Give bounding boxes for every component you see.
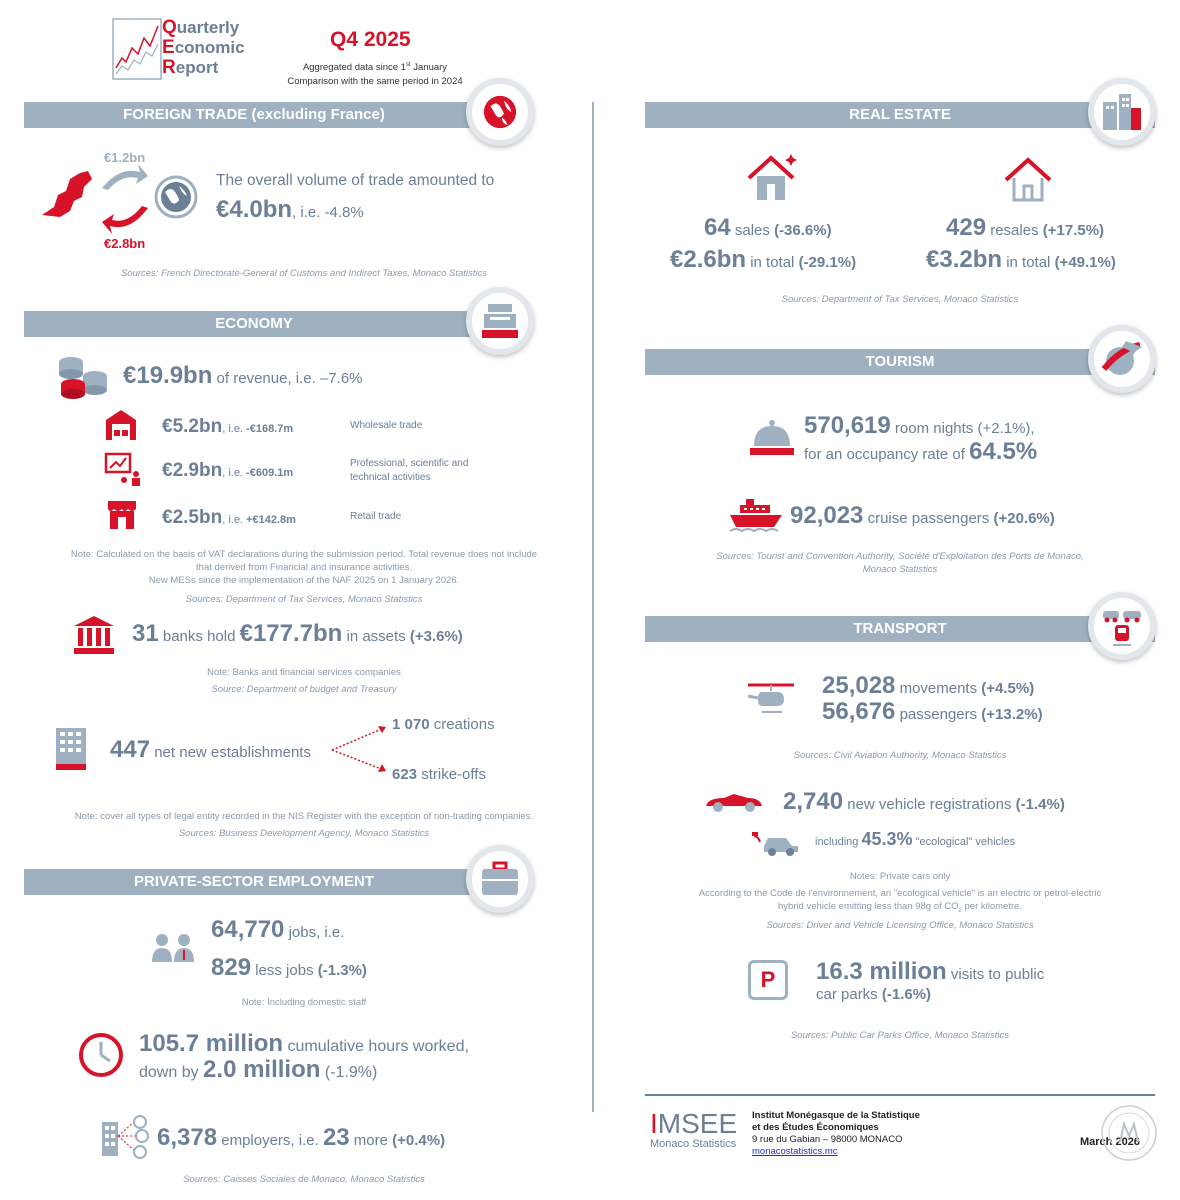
globe-icon <box>153 174 199 225</box>
section-foreign-trade: FOREIGN TRADE (excluding France) <box>24 102 484 128</box>
column-divider <box>592 102 594 1112</box>
split-arrows <box>330 722 390 781</box>
monaco-map-icon <box>40 165 100 230</box>
passengers: 56,676 passengers (+13.2%) <box>822 698 1043 725</box>
sales-total: €2.6bn in total (-29.1%) <box>670 246 857 273</box>
institute-info: Institut Monégasque de la Statistique et des Études Économiques 9 rue du Gabian – 98000 MONACO monacostatistics.mc <box>752 1110 920 1157</box>
parking-letter: P <box>760 967 776 992</box>
ecological-vehicles: including 45.3% "ecological" vehicles <box>815 829 1016 849</box>
website-link[interactable]: monacostatistics.mc <box>752 1146 838 1157</box>
establishments-source: Sources: Business Development Agency, Monaco Statistics <box>178 828 430 839</box>
trade-total: €4.0bn, i.e. -4.8% <box>216 196 364 223</box>
economy-row-2: €2.9bn, i.e. -€609.1m <box>162 460 294 481</box>
car-parks-source: Sources: Public Car Parks Office, Monaco Statistics <box>790 1030 1010 1041</box>
resales-total: €3.2bn in total (+49.1%) <box>926 246 1116 273</box>
presentation-icon <box>104 452 144 493</box>
creations: 1 070 creations <box>392 716 495 733</box>
establishments-note: Note: cover all types of legal entity recorded in the NIS Register with the exception of non-trading companies. <box>74 811 534 822</box>
buildings-icon-badge <box>1088 78 1156 146</box>
new-house-icon <box>745 152 801 209</box>
less-jobs: 829 less jobs (-1.3%) <box>211 954 367 981</box>
warehouse-icon <box>104 408 138 447</box>
cruise: 92,023 cruise passengers (+20.6%) <box>790 502 1055 529</box>
strike-offs: 623 strike-offs <box>392 766 486 783</box>
tourism-source: Sources: Tourist and Convention Authority, Société d'Exploitation des Ports de Monaco, Monaco Statistics <box>716 551 1084 575</box>
sports-car-icon <box>704 790 764 819</box>
revenue: €19.9bn of revenue, i.e. –7.6% <box>123 362 363 389</box>
economy-row-1-label: Wholesale trade <box>350 420 423 431</box>
economy-row-3-label: Retail trade <box>350 511 402 522</box>
transport-note: Notes: Private cars only According to the Code de l'environnement, an "ecological vehicle" is an electric or petrol-electric hybrid vehicle emitting less than 98g of $CO_2$ per kilometre. <box>698 871 1102 914</box>
employers: 6,378 employers, i.e. 23 more (+0.4%) <box>157 1124 446 1151</box>
globe-icon-badge <box>466 78 534 146</box>
quarter: Q4 2025 <box>330 28 411 51</box>
hours-worked: 105.7 million cumulative hours worked, <box>139 1030 469 1057</box>
people-icon <box>150 932 198 969</box>
car-parks-change: car parks (-1.6%) <box>816 986 932 1003</box>
employment-source: Sources: Caisses Sociales de Monaco, Monaco Statistics <box>183 1174 425 1185</box>
jobs: 64,770 jobs, i.e. <box>211 916 345 943</box>
publication-date: March 2026 <box>1080 1136 1140 1148</box>
bell-icon <box>748 418 796 463</box>
net-establishments: 447 net new establishments <box>110 736 311 763</box>
economy-source: Sources: Department of Tax Services, Monaco Statistics <box>185 594 423 605</box>
vehicles-source: Sources: Driver and Vehicle Licensing Office, Monaco Statistics <box>766 920 1034 931</box>
building-icon <box>54 726 88 777</box>
export-value: €1.2bn <box>104 150 146 165</box>
section-transport: TRANSPORT <box>645 616 1155 642</box>
logo <box>112 18 162 80</box>
shop-icon <box>106 499 138 536</box>
economy-row-2-label: Professional, scientific and technical activities <box>350 458 469 483</box>
banks-note: Note: Banks and financial services companies <box>207 667 401 678</box>
plane-globe-icon-badge <box>1088 325 1156 393</box>
resale-house-icon <box>1002 156 1054 209</box>
bank-icon <box>72 614 116 661</box>
vehicle-registrations: 2,740 new vehicle registrations (-1.4%) <box>783 788 1065 815</box>
imsee-logo: IMSEE Monaco Statistics <box>650 1108 738 1150</box>
section-tourism: TOURISM <box>645 349 1155 375</box>
occupancy: for an occupancy rate of 64.5% <box>804 438 1038 465</box>
resales: 429 resales (+17.5%) <box>946 214 1105 241</box>
coins-icon <box>55 352 111 405</box>
briefcase-icon-badge <box>466 845 534 913</box>
vehicles-icon-badge <box>1088 592 1156 660</box>
import-value: €2.8bn <box>104 236 146 251</box>
cash-register-icon-badge <box>466 287 534 355</box>
report-title: Quarterly Economic Report <box>162 17 245 78</box>
car-parks: 16.3 million visits to public <box>816 958 1045 985</box>
section-real-estate: REAL ESTATE <box>645 102 1155 128</box>
economy-row-1: €5.2bn, i.e. -€168.7m <box>162 416 294 437</box>
section-employment: PRIVATE-SECTOR EMPLOYMENT <box>24 869 484 895</box>
export-arrow-icon <box>100 162 150 197</box>
air-source: Sources: Civil Aviation Authority, Monaco Statistics <box>793 750 1007 761</box>
banks-source: Source: Department of budget and Treasury <box>211 684 397 695</box>
movements: 25,028 movements (+4.5%) <box>822 672 1035 699</box>
electric-car-icon <box>752 830 800 861</box>
helicopter-icon <box>746 682 796 721</box>
sales: 64 sales (-36.6%) <box>704 214 832 241</box>
real-estate-source: Sources: Department of Tax Services, Monaco Statistics <box>781 294 1019 305</box>
employers-icon <box>100 1114 152 1165</box>
parking-icon <box>748 960 788 1000</box>
employment-note: Note: Including domestic staff <box>241 997 367 1008</box>
footer-line <box>645 1094 1155 1096</box>
section-economy: ECONOMY <box>24 311 484 337</box>
ship-icon <box>728 497 784 538</box>
hours-down: down by 2.0 million (-1.9%) <box>139 1056 378 1083</box>
trade-source: Sources: French Directorate-General of Customs and Indirect Taxes, Monaco Statistics <box>120 268 488 279</box>
subtitle: Aggregated data since 1st January Comparison with the same period in 2024 <box>287 62 463 88</box>
economy-note: Note: Calculated on the basis of VAT declarations during the submission period. Total revenue does not include that derived from Financial and insurance activities. New MESs since the implementation of the NAF 2025 on 1 January 2026. <box>70 549 538 586</box>
trade-text: The overall volume of trade amounted to <box>216 172 495 189</box>
room-nights: 570,619 room nights (+2.1%), <box>804 412 1035 439</box>
seal <box>1100 1104 1158 1167</box>
clock-icon <box>78 1032 124 1083</box>
economy-row-3: €2.5bn, i.e. +€142.8m <box>162 507 296 528</box>
banks: 31 banks hold €177.7bn in assets (+3.6%) <box>132 620 463 647</box>
